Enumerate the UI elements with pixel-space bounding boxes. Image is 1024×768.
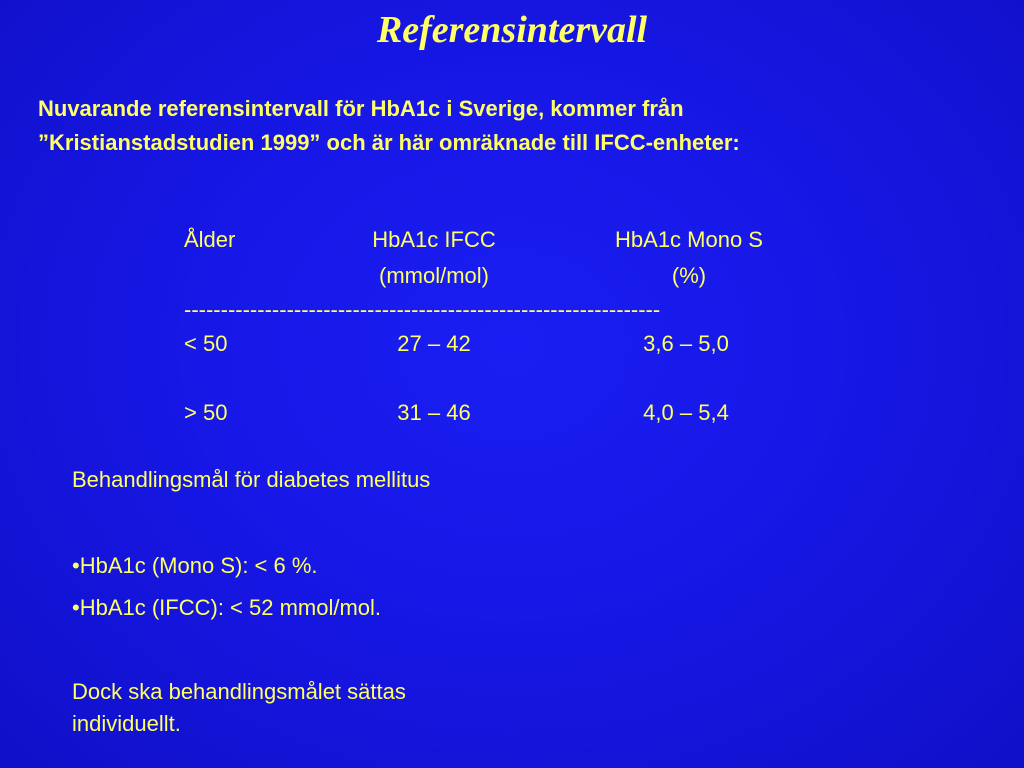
row-2-ifcc: 31 – 46 [397, 400, 471, 425]
intro-line-1: Nuvarande referensintervall för HbA1c i Sverige, kommer från [38, 96, 684, 121]
header-mono-line-2: (%) [671, 263, 707, 288]
header-mono [580, 222, 798, 294]
row-1-age: < 50 [184, 331, 228, 356]
header-ifcc-line-1: HbA1c IFCC [372, 227, 496, 252]
individual-note-line-2: individuellt. [72, 711, 181, 736]
header-ifcc-line-2: (mmol/mol) [379, 263, 489, 288]
intro-line-2: ”Kristianstadstudien 1999” och är här omräknade till IFCC-enheter: [38, 130, 740, 155]
intro-text [38, 92, 998, 160]
row-1-mono: 3,6 – 5,0 [643, 331, 729, 356]
row-1-ifcc: 27 – 42 [397, 331, 471, 356]
row-2-age: > 50 [184, 400, 228, 425]
header-mono-line-1: HbA1c Mono S [615, 227, 763, 252]
table-divider: ----------------------------------------------------------------- [184, 297, 661, 322]
row-2-mono: 4,0 – 5,4 [643, 400, 729, 425]
goals-heading: Behandlingsmål för diabetes mellitus [72, 467, 431, 492]
goal-bullet-1: •HbA1c (Mono S): < 6 %. [72, 553, 318, 578]
goal-bullet-2: •HbA1c (IFCC): < 52 mmol/mol. [72, 595, 382, 620]
individual-note-line-1: Dock ska behandlingsmålet sättas [72, 679, 406, 704]
header-ifcc [334, 222, 534, 294]
header-age: Ålder [184, 227, 236, 252]
slide-title: Referensintervall [376, 9, 648, 51]
individual-note [72, 676, 406, 740]
